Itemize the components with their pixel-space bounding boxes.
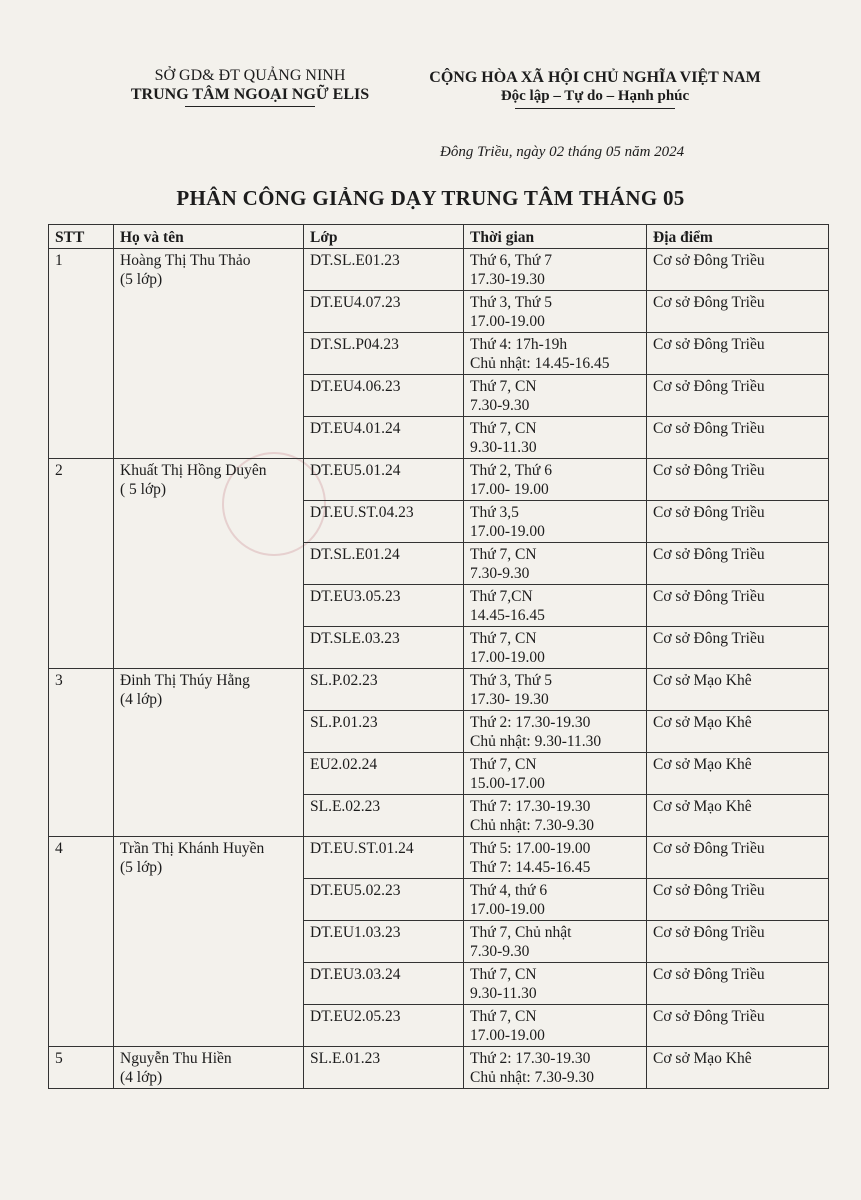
location-cell: Cơ sở Đông Triều <box>647 627 829 669</box>
time-hours: 17.30-19.30 <box>470 271 545 288</box>
time-hours: Chủ nhật: 14.45-16.45 <box>470 355 610 372</box>
national-header <box>400 68 790 109</box>
time-hours: 17.00-19.00 <box>470 1027 545 1044</box>
class-code-cell: DT.EU5.02.23 <box>304 879 464 921</box>
time-days: Thứ 6, Thứ 7 <box>470 252 552 269</box>
issuer-center: TRUNG TÂM NGOẠI NGỮ ELIS <box>130 86 370 103</box>
time-days: Thứ 7, CN <box>470 378 537 395</box>
document-title: PHÂN CÔNG GIẢNG DẠY TRUNG TÂM THÁNG 05 <box>176 186 685 210</box>
time-days: Thứ 2: 17.30-19.30 <box>470 1050 591 1067</box>
table-row <box>49 669 829 711</box>
class-code-cell: DT.SL.P04.23 <box>304 333 464 375</box>
time-cell <box>464 1047 647 1089</box>
class-code-cell: DT.EU3.03.24 <box>304 963 464 1005</box>
time-hours: Chủ nhật: 7.30-9.30 <box>470 817 594 834</box>
time-days: Thứ 2: 17.30-19.30 <box>470 714 591 731</box>
time-days: Thứ 7, CN <box>470 966 537 983</box>
location-cell: Cơ sở Đông Triều <box>647 879 829 921</box>
time-cell <box>464 837 647 879</box>
location-cell: Cơ sở Mạo Khê <box>647 1047 829 1089</box>
location-cell: Cơ sở Đông Triều <box>647 249 829 291</box>
time-hours: Chủ nhật: 9.30-11.30 <box>470 733 602 750</box>
teacher-name: Nguyễn Thu Hiền <box>120 1050 232 1067</box>
time-hours: 15.00-17.00 <box>470 775 545 792</box>
class-code-cell: DT.SLE.03.23 <box>304 627 464 669</box>
time-days: Thứ 4: 17h-19h <box>470 336 568 353</box>
teacher-cell <box>114 249 304 459</box>
stt-cell: 5 <box>49 1047 114 1089</box>
time-hours: 9.30-11.30 <box>470 985 537 1002</box>
stt-cell: 1 <box>49 249 114 459</box>
time-hours: 14.45-16.45 <box>470 607 545 624</box>
time-hours: 17.00-19.00 <box>470 523 545 540</box>
column-header-name: Họ và tên <box>114 225 304 249</box>
location-cell: Cơ sở Đông Triều <box>647 543 829 585</box>
class-code-cell: DT.SL.E01.24 <box>304 543 464 585</box>
teacher-cell <box>114 669 304 837</box>
class-code-cell: DT.SL.E01.23 <box>304 249 464 291</box>
time-cell <box>464 333 647 375</box>
class-code-cell: DT.EU.ST.01.24 <box>304 837 464 879</box>
table-header-row <box>49 225 829 249</box>
time-cell <box>464 921 647 963</box>
time-days: Thứ 7, CN <box>470 420 537 437</box>
time-days: Thứ 3, Thứ 5 <box>470 294 552 311</box>
time-days: Thứ 7: 17.30-19.30 <box>470 798 591 815</box>
time-cell <box>464 585 647 627</box>
time-cell <box>464 879 647 921</box>
location-cell: Cơ sở Đông Triều <box>647 375 829 417</box>
location-cell: Cơ sở Đông Triều <box>647 333 829 375</box>
table-row <box>49 1047 829 1089</box>
teacher-cell <box>114 837 304 1047</box>
location-cell: Cơ sở Mạo Khê <box>647 753 829 795</box>
class-code-cell: SL.E.01.23 <box>304 1047 464 1089</box>
time-cell <box>464 543 647 585</box>
location-cell: Cơ sở Đông Triều <box>647 921 829 963</box>
time-cell <box>464 375 647 417</box>
location-cell: Cơ sở Đông Triều <box>647 291 829 333</box>
time-days: Thứ 7, CN <box>470 1008 537 1025</box>
time-cell <box>464 249 647 291</box>
time-hours: 17.00-19.00 <box>470 901 545 918</box>
national-motto: Độc lập – Tự do – Hạnh phúc <box>500 88 690 104</box>
time-cell <box>464 669 647 711</box>
time-days: Thứ 7,CN <box>470 588 533 605</box>
teacher-name: Trần Thị Khánh Huyền <box>120 840 265 857</box>
location-cell: Cơ sở Đông Triều <box>647 459 829 501</box>
class-count: (5 lớp) <box>120 859 163 876</box>
column-header-class: Lớp <box>304 225 464 249</box>
time-cell <box>464 627 647 669</box>
class-code-cell: DT.EU3.05.23 <box>304 585 464 627</box>
class-code-cell: EU2.02.24 <box>304 753 464 795</box>
time-days: Thứ 7, CN <box>470 756 537 773</box>
time-hours: 17.00-19.00 <box>470 313 545 330</box>
class-code-cell: DT.EU4.01.24 <box>304 417 464 459</box>
table-row <box>49 837 829 879</box>
class-code-cell: DT.EU5.01.24 <box>304 459 464 501</box>
time-days: Thứ 7, CN <box>470 546 537 563</box>
time-hours: Thứ 7: 14.45-16.45 <box>470 859 591 876</box>
time-cell <box>464 459 647 501</box>
teacher-cell <box>114 1047 304 1089</box>
time-hours: 17.00- 19.00 <box>470 481 549 498</box>
time-days: Thứ 7, Chủ nhật <box>470 924 572 941</box>
time-cell <box>464 963 647 1005</box>
table-body <box>49 249 829 1089</box>
location-cell: Cơ sở Đông Triều <box>647 1005 829 1047</box>
time-cell <box>464 1005 647 1047</box>
time-days: Thứ 4, thứ 6 <box>470 882 548 899</box>
time-hours: Chủ nhật: 7.30-9.30 <box>470 1069 594 1086</box>
class-count: (4 lớp) <box>120 691 163 708</box>
time-hours: 17.30- 19.30 <box>470 691 549 708</box>
time-days: Thứ 7, CN <box>470 630 537 647</box>
location-cell: Cơ sở Đông Triều <box>647 837 829 879</box>
class-code-cell: DT.EU.ST.04.23 <box>304 501 464 543</box>
class-count: ( 5 lớp) <box>120 481 167 498</box>
issuer-header <box>110 66 390 107</box>
date-line: Đông Triều, ngày 02 tháng 05 năm 2024 <box>440 144 685 160</box>
location-cell: Cơ sở Mạo Khê <box>647 711 829 753</box>
time-days: Thứ 3, Thứ 5 <box>470 672 552 689</box>
time-cell <box>464 417 647 459</box>
motto-underline <box>515 108 675 109</box>
class-code-cell: SL.P.02.23 <box>304 669 464 711</box>
column-header-time: Thời gian <box>464 225 647 249</box>
location-cell: Cơ sở Mạo Khê <box>647 669 829 711</box>
class-code-cell: DT.EU1.03.23 <box>304 921 464 963</box>
time-days: Thứ 5: 17.00-19.00 <box>470 840 591 857</box>
time-hours: 7.30-9.30 <box>470 943 530 960</box>
table-row <box>49 459 829 501</box>
time-cell <box>464 711 647 753</box>
table-row <box>49 249 829 291</box>
location-cell: Cơ sở Mạo Khê <box>647 795 829 837</box>
issuer-underline <box>185 106 315 107</box>
location-cell: Cơ sở Đông Triều <box>647 963 829 1005</box>
time-hours: 7.30-9.30 <box>470 565 530 582</box>
time-cell <box>464 501 647 543</box>
time-cell <box>464 291 647 333</box>
time-days: Thứ 2, Thứ 6 <box>470 462 552 479</box>
issuer-department: SỞ GD& ĐT QUẢNG NINH <box>154 67 346 84</box>
time-days: Thứ 3,5 <box>470 504 519 521</box>
column-header-stt: STT <box>49 225 114 249</box>
class-count: (5 lớp) <box>120 271 163 288</box>
location-cell: Cơ sở Đông Triều <box>647 501 829 543</box>
teacher-cell <box>114 459 304 669</box>
stt-cell: 4 <box>49 837 114 1047</box>
stt-cell: 3 <box>49 669 114 837</box>
class-code-cell: SL.E.02.23 <box>304 795 464 837</box>
time-cell <box>464 795 647 837</box>
time-cell <box>464 753 647 795</box>
teacher-name: Khuất Thị Hồng Duyên <box>120 462 267 479</box>
column-header-location: Địa điểm <box>647 225 829 249</box>
schedule-table <box>48 224 829 1089</box>
class-code-cell: DT.EU2.05.23 <box>304 1005 464 1047</box>
teacher-name: Hoàng Thị Thu Thảo <box>120 252 251 269</box>
class-code-cell: SL.P.01.23 <box>304 711 464 753</box>
location-cell: Cơ sở Đông Triều <box>647 417 829 459</box>
class-code-cell: DT.EU4.06.23 <box>304 375 464 417</box>
time-hours: 7.30-9.30 <box>470 397 530 414</box>
class-code-cell: DT.EU4.07.23 <box>304 291 464 333</box>
national-title: CỘNG HÒA XÃ HỘI CHỦ NGHĨA VIỆT NAM <box>429 69 761 86</box>
location-cell: Cơ sở Đông Triều <box>647 585 829 627</box>
time-hours: 17.00-19.00 <box>470 649 545 666</box>
class-count: (4 lớp) <box>120 1069 163 1086</box>
stt-cell: 2 <box>49 459 114 669</box>
teacher-name: Đinh Thị Thúy Hằng <box>120 672 250 689</box>
time-hours: 9.30-11.30 <box>470 439 537 456</box>
